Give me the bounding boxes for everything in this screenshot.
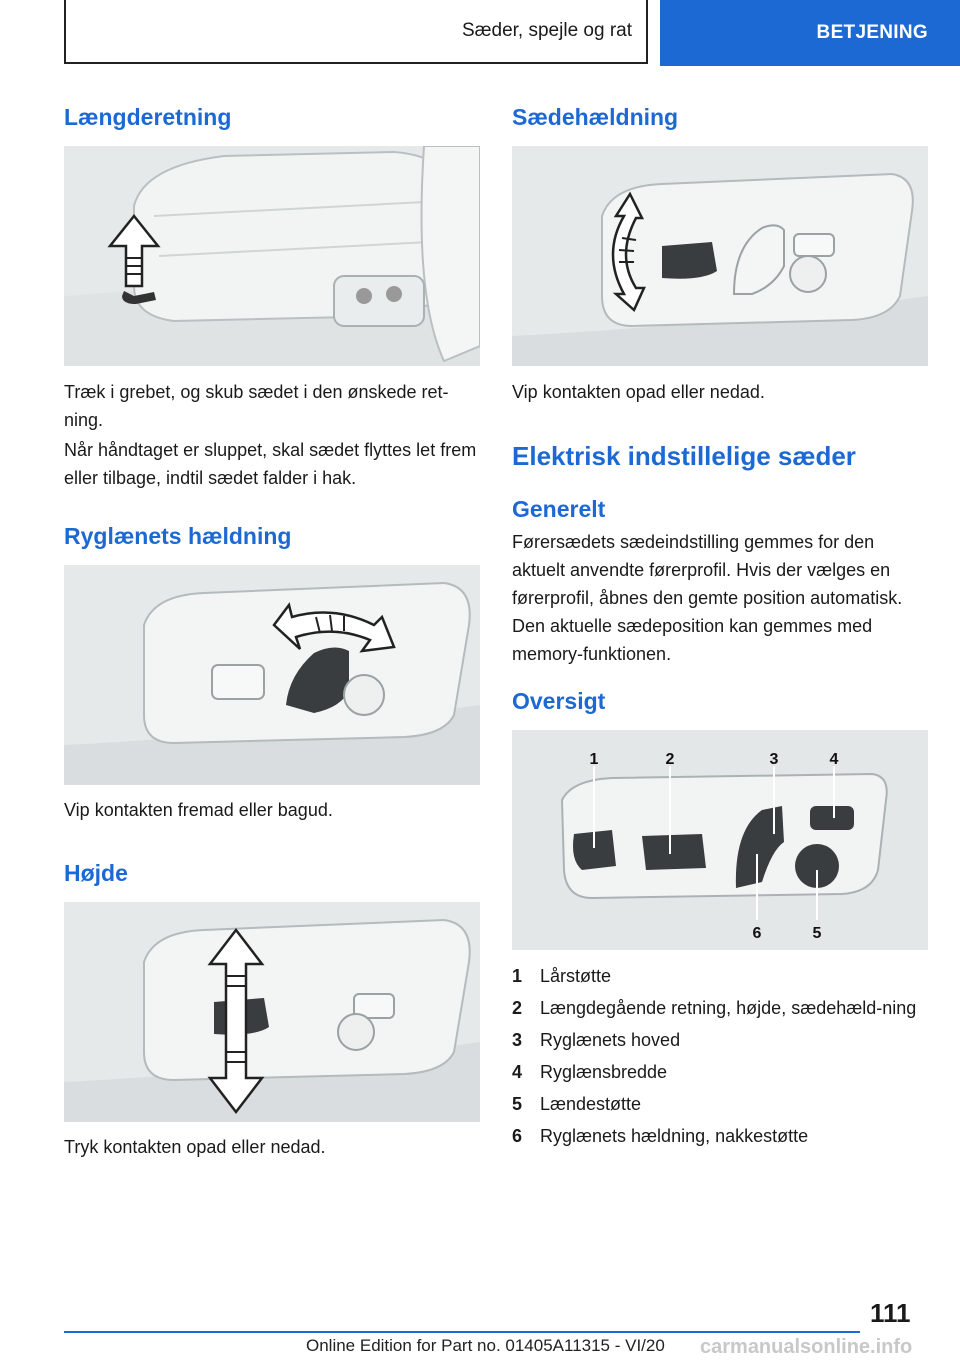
paragraph-height-switch: Tryk kontakten opad eller nedad. [64,1137,326,1157]
callout-3: 3 [769,751,779,768]
list-item-text: Lændestøtte [540,1094,642,1114]
seat-tilt-illustration [512,146,928,366]
heading-ryglaenets-haeldning: Ryglænets hældning [64,523,292,549]
chapter-title: Sæder, spejle og rat [461,20,632,41]
heading-elektrisk-saeder: Elektrisk indstillelige sæder [512,441,856,471]
list-item [512,1090,928,1118]
callout-5: 5 [812,925,822,942]
list-item-number: 5 [512,1094,523,1114]
list-item-text: Lårstøtte [540,966,612,986]
paragraph-pull-lever: Træk i grebet, og skub sædet i den ønskede ret-ning. [64,382,449,430]
overview-legend-list [512,962,928,1154]
paragraph-seat-tilt: Vip kontakten opad eller nedad. [512,382,765,402]
heading-hojde: Højde [64,860,128,886]
callout-4: 4 [829,751,839,768]
callout-6: 6 [752,925,762,942]
paragraph-memory: Den aktuelle sædeposition kan gemmes med memory-funktionen. [512,616,873,664]
heading-generelt: Generelt [512,496,606,522]
list-item [512,1026,928,1054]
heading-laengderetning: Længderetning [64,104,232,130]
seat-height-illustration [64,902,480,1122]
section-tab-label: BETJENING [816,22,928,43]
footer-divider [64,1331,860,1333]
seat-controls-overview-illustration [512,730,928,950]
watermark: carmanualsonline.info [700,1336,913,1358]
edition-text: Online Edition for Part no. 01405A11315 - VI/20 [306,1336,665,1355]
list-item [512,962,928,990]
list-item-number: 2 [512,998,523,1018]
paragraph-tilt-switch: Vip kontakten fremad eller bagud. [64,800,333,820]
chapter-header [64,0,648,64]
list-item [512,994,928,1022]
list-item-number: 1 [512,966,523,986]
list-item-number: 4 [512,1062,523,1082]
heading-saedehaeldning: Sædehældning [512,104,679,130]
page-number: 111 [870,1298,911,1328]
list-item-number: 6 [512,1126,523,1146]
callout-2: 2 [665,751,675,768]
heading-oversigt: Oversigt [512,688,606,714]
list-item-number: 3 [512,1030,523,1050]
list-item-text: Ryglænets hoved [540,1030,681,1050]
callout-1: 1 [589,751,599,768]
list-item [512,1058,928,1086]
list-item-text: Længdegående retning, højde, sædehæld-ning [540,998,917,1018]
section-tab [660,0,960,66]
list-item-text: Ryglænsbredde [540,1062,668,1082]
list-item-text: Ryglænets hældning, nakkestøtte [540,1126,809,1146]
paragraph-release-lever: Når håndtaget er sluppet, skal sædet flyttes let frem eller tilbage, indtil sædet falder i hak. [64,440,477,488]
seat-longitudinal-illustration [64,146,480,366]
list-item [512,1122,928,1150]
paragraph-driver-profile: Førersædets sædeindstilling gemmes for den aktuelt anvendte førerprofil. Hvis der vælges en førerprofil, åbnes den gemte position automatisk. [512,532,903,608]
backrest-tilt-illustration [64,565,480,785]
